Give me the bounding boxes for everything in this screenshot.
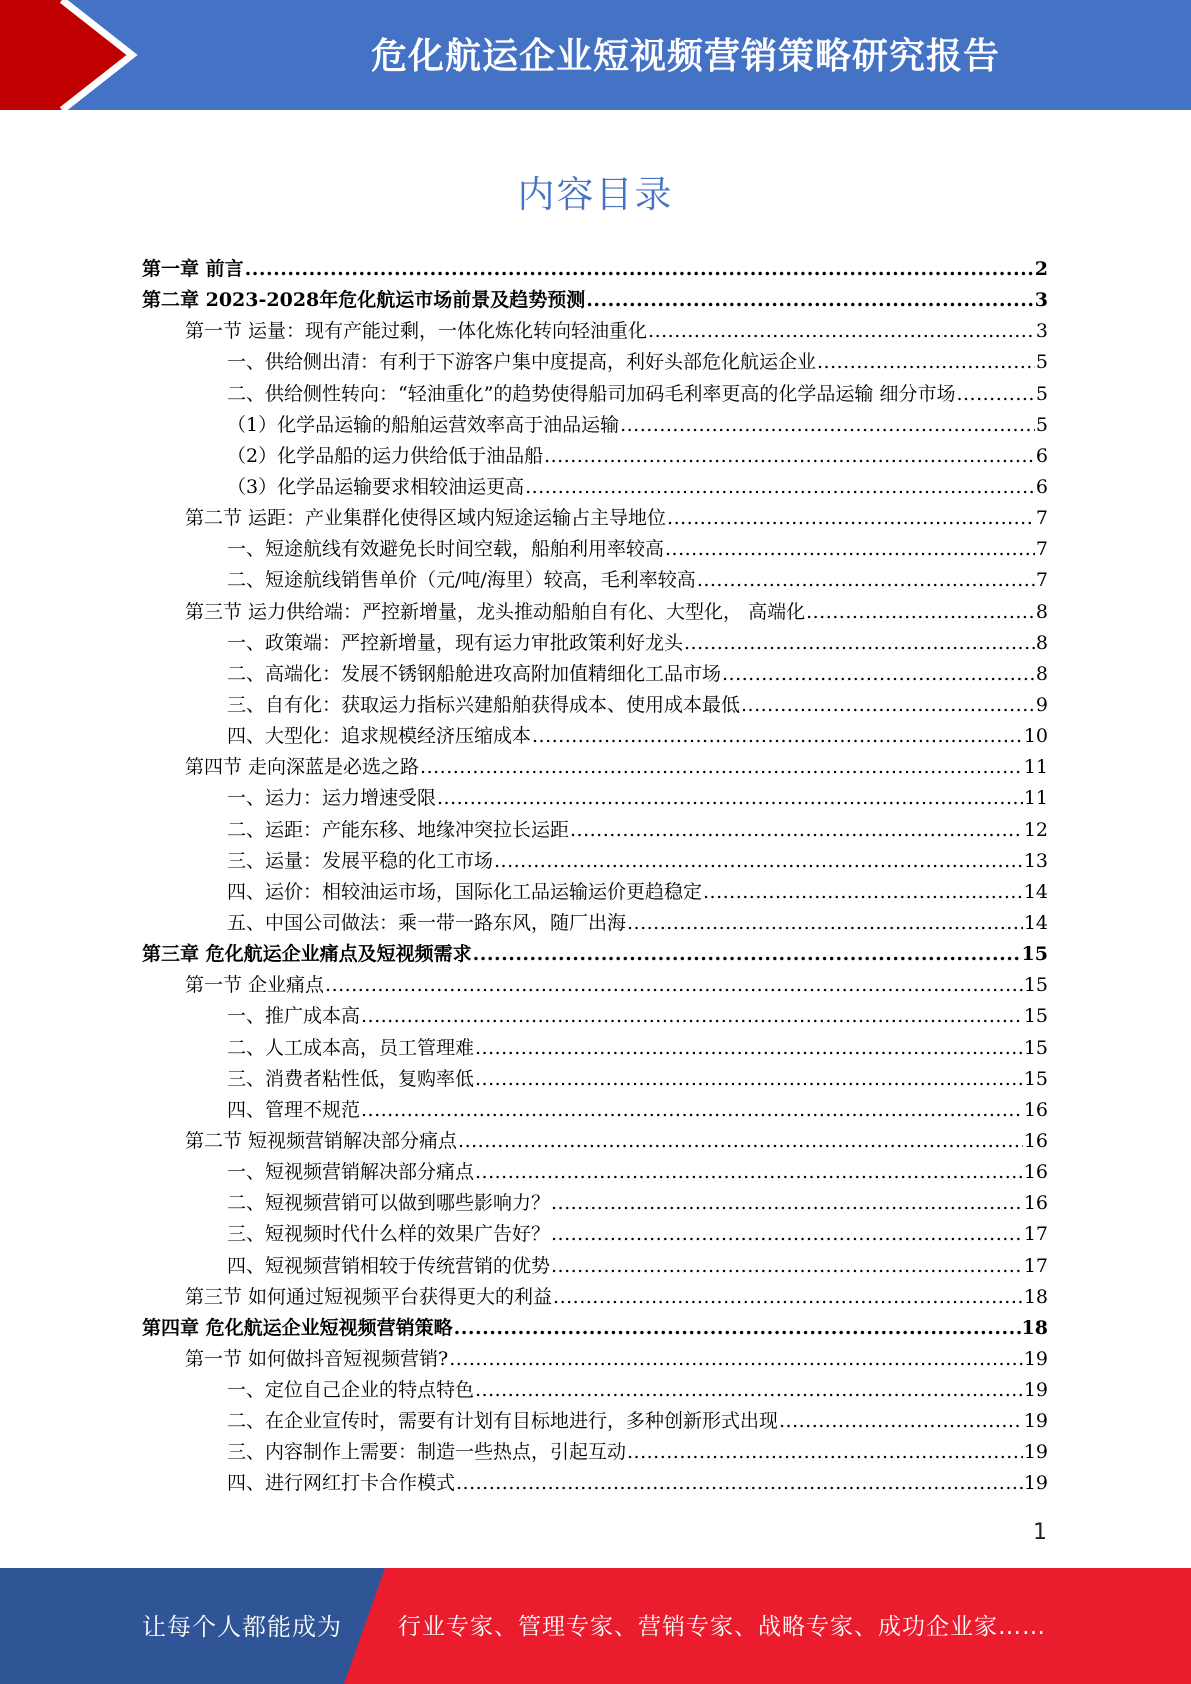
- toc-subsection-entry[interactable]: [142, 1157, 1048, 1188]
- toc-entry-title: 第一节 如何做抖音短视频营销?: [185, 1347, 449, 1370]
- toc-dot-leader: [648, 316, 1035, 347]
- toc-dot-leader: [544, 441, 1035, 472]
- toc-chapter-entry[interactable]: [142, 285, 1048, 316]
- toc-dot-leader: [325, 970, 1023, 1001]
- footer-slogan-left: 让每个人都能成为: [142, 1613, 342, 1641]
- toc-dot-leader: [627, 908, 1023, 939]
- toc-subsection-entry[interactable]: [142, 628, 1048, 659]
- toc-dot-leader: [553, 1282, 1023, 1313]
- toc-entry-title: 第一章 前言: [142, 258, 244, 280]
- toc-dot-leader: [420, 752, 1023, 783]
- toc-subsection-entry[interactable]: [142, 1188, 1048, 1219]
- toc-entry-title: 三、运量：发展平稳的化工市场: [227, 849, 494, 872]
- toc-entry-title: 一、政策端：严控新增量，现有运力审批政策利好龙头: [227, 631, 684, 654]
- toc-dot-leader: [494, 846, 1023, 877]
- toc-entry-title: 二、运距：产能东移、地缘冲突拉长运距: [227, 818, 570, 841]
- toc-entry-page: 18: [1021, 1316, 1048, 1339]
- toc-section-entry[interactable]: [142, 752, 1048, 783]
- toc-entry-page: 13: [1023, 849, 1048, 872]
- toc-entry-title: 四、运价：相较油运市场，国际化工品运输运价更趋稳定: [227, 880, 703, 903]
- toc-subsection-entry[interactable]: [142, 877, 1048, 908]
- toc-subsection-entry[interactable]: [142, 379, 1048, 410]
- toc-entry-page: 5: [1035, 413, 1048, 436]
- page-footer: [0, 1568, 1191, 1684]
- toc-entry-title: 第三节 如何通过短视频平台获得更大的利益: [185, 1285, 553, 1308]
- toc-subsection-entry[interactable]: [142, 1468, 1048, 1499]
- toc-chapter-entry[interactable]: [142, 939, 1048, 970]
- toc-entry-page: 15: [1023, 974, 1048, 997]
- toc-dot-leader: [551, 1251, 1023, 1282]
- toc-entry-page: 16: [1023, 1161, 1048, 1184]
- toc-dot-leader: [532, 721, 1023, 752]
- toc-dot-leader: [525, 472, 1035, 503]
- toc-entry-page: 19: [1023, 1347, 1048, 1370]
- toc-dot-leader: [475, 1375, 1023, 1406]
- toc-entry-title: 二、人工成本高，员工管理难: [227, 1036, 475, 1059]
- toc-subsection-entry[interactable]: [142, 1033, 1048, 1064]
- toc-entry-page: 7: [1035, 569, 1048, 592]
- toc-entry-page: 6: [1035, 444, 1048, 467]
- toc-entry-page: 9: [1035, 693, 1048, 716]
- toc-entry-page: 16: [1023, 1098, 1048, 1121]
- toc-dot-leader: [456, 1468, 1023, 1499]
- toc-dot-leader: [722, 659, 1035, 690]
- toc-entry-page: 17: [1023, 1223, 1048, 1246]
- toc-entry-page: 15: [1023, 1005, 1048, 1028]
- toc-dot-leader: [703, 877, 1023, 908]
- toc-subsection-entry[interactable]: [142, 565, 1048, 596]
- toc-dot-leader: [620, 410, 1035, 441]
- toc-heading: 内容目录: [517, 173, 674, 216]
- toc-entry-page: 5: [1035, 382, 1048, 405]
- toc-subsection-entry[interactable]: [142, 534, 1048, 565]
- toc-dot-leader: [245, 254, 1034, 285]
- toc-entry-title: 三、消费者粘性低，复购率低: [227, 1067, 475, 1090]
- toc-entry-title: 三、短视频时代什么样的效果广告好？: [227, 1223, 551, 1246]
- toc-entry-page: 15: [1023, 1067, 1048, 1090]
- toc-entry-title: （2）化学品船的运力供给低于油品船: [227, 444, 544, 467]
- toc-entry-page: 7: [1035, 507, 1048, 530]
- toc-entry-title: 第二章 2023-2028年危化航运市场前景及趋势预测: [142, 289, 586, 312]
- toc-entry-title: 四、管理不规范: [227, 1098, 361, 1121]
- toc-subsection-entry[interactable]: [142, 472, 1048, 503]
- toc-entry-page: 16: [1023, 1192, 1048, 1215]
- toc-entry-page: 15: [1021, 943, 1048, 966]
- toc-entry-page: 11: [1023, 787, 1048, 810]
- toc-subsection-entry[interactable]: [142, 1001, 1048, 1032]
- toc-entry-title: （1）化学品运输的船舶运营效率高于油品运输: [227, 413, 620, 436]
- toc-entry-title: 三、内容制作上需要：制造一些热点，引起互动: [227, 1441, 627, 1464]
- toc-subsection-entry[interactable]: [142, 1437, 1048, 1468]
- toc-entry-title: 第二节 短视频营销解决部分痛点: [185, 1129, 458, 1152]
- toc-dot-leader: [458, 1126, 1023, 1157]
- toc-subsection-entry[interactable]: [142, 410, 1048, 441]
- toc-entry-title: 二、在企业宣传时，需要有计划有目标地进行，多种创新形式出现: [227, 1410, 779, 1433]
- toc-entry-title: 第一节 企业痛点: [185, 974, 325, 997]
- page-number: 1: [1033, 1520, 1047, 1545]
- toc-entry-page: 10: [1023, 725, 1048, 748]
- toc-subsection-entry[interactable]: [142, 783, 1048, 814]
- toc-entry-title: （3）化学品运输要求相较油运更高: [227, 475, 525, 498]
- toc-subsection-entry[interactable]: [142, 815, 1048, 846]
- toc-section-entry[interactable]: [142, 970, 1048, 1001]
- report-title: 危化航运企业短视频营销策略研究报告: [370, 36, 1000, 77]
- toc-entry-page: 12: [1023, 818, 1048, 841]
- toc-dot-leader: [361, 1001, 1023, 1032]
- page-header: [0, 0, 1191, 110]
- toc-dot-leader: [570, 815, 1023, 846]
- toc-dot-leader: [586, 285, 1034, 316]
- toc-entry-title: 第三章 危化航运企业痛点及短视频需求: [142, 943, 472, 966]
- toc-dot-leader: [627, 1437, 1023, 1468]
- toc-entry-title: 第三节 运力供给端：严控新增量，龙头推动船舶自有化、大型化， 高端化: [185, 600, 806, 623]
- toc-dot-leader: [551, 1188, 1023, 1219]
- toc-entry-title: 第一节 运量：现有产能过剩，一体化炼化转向轻油重化: [185, 320, 648, 343]
- toc-dot-leader: [437, 783, 1023, 814]
- toc-dot-leader: [473, 939, 1021, 970]
- toc-entry-title: 第四节 走向深蓝是必选之路: [185, 756, 420, 779]
- toc-dot-leader: [475, 1064, 1023, 1095]
- toc-entry-page: 17: [1023, 1254, 1048, 1277]
- toc-section-entry[interactable]: [142, 1282, 1048, 1313]
- toc-dot-leader: [956, 379, 1034, 410]
- toc-entry-page: 14: [1023, 880, 1048, 903]
- toc-subsection-entry[interactable]: [142, 1095, 1048, 1126]
- toc-entry-page: 19: [1023, 1441, 1048, 1464]
- toc-entry-title: 第二节 运距：产业集群化使得区域内短途运输占主导地位: [185, 507, 667, 530]
- toc-entry-title: 四、短视频营销相较于传统营销的优势: [227, 1254, 551, 1277]
- toc-entry-title: 一、短途航线有效避免长时间空载，船舶利用率较高: [227, 538, 665, 561]
- toc-section-entry[interactable]: [142, 1344, 1048, 1375]
- toc-entry-title: 第四章 危化航运企业短视频营销策略: [142, 1316, 453, 1339]
- toc-entry-page: 19: [1023, 1410, 1048, 1433]
- toc-entry-page: 6: [1035, 475, 1048, 498]
- toc-entry-page: 18: [1023, 1285, 1048, 1308]
- toc-entry-page: 3: [1034, 289, 1048, 312]
- toc-subsection-entry[interactable]: [142, 1406, 1048, 1437]
- toc-entry-title: 一、短视频营销解决部分痛点: [227, 1161, 475, 1184]
- toc-section-entry[interactable]: [142, 597, 1048, 628]
- toc-entry-page: 19: [1023, 1472, 1048, 1495]
- toc-dot-leader: [551, 1219, 1023, 1250]
- toc-subsection-entry[interactable]: [142, 908, 1048, 939]
- toc-entry-page: 5: [1035, 351, 1048, 374]
- toc-dot-leader: [454, 1313, 1021, 1344]
- toc-dot-leader: [697, 565, 1035, 596]
- toc-entry-page: 3: [1035, 320, 1048, 343]
- toc-chapter-entry[interactable]: [142, 1313, 1048, 1344]
- toc-entry-page: 15: [1023, 1036, 1048, 1059]
- toc-dot-leader: [779, 1406, 1023, 1437]
- toc-subsection-entry[interactable]: [142, 347, 1048, 378]
- toc-subsection-entry[interactable]: [142, 1375, 1048, 1406]
- toc-entry-title: 一、推广成本高: [227, 1005, 361, 1028]
- toc-dot-leader: [741, 690, 1035, 721]
- toc-entry-title: 一、供给侧出清：有利于下游客户集中度提高，利好头部危化航运企业: [227, 351, 817, 374]
- toc-dot-leader: [475, 1033, 1023, 1064]
- toc-entry-title: 二、短视频营销可以做到哪些影响力？: [227, 1192, 551, 1215]
- toc-subsection-entry[interactable]: [142, 721, 1048, 752]
- toc-entry-page: 8: [1035, 662, 1048, 685]
- toc-entry-title: 五、中国公司做法：乘一带一路东风，随厂出海: [227, 911, 627, 934]
- toc-entry-page: 8: [1035, 631, 1048, 654]
- toc-entry-title: 二、短途航线销售单价（元/吨/海里）较高，毛利率较高: [227, 569, 696, 592]
- toc-dot-leader: [665, 534, 1035, 565]
- toc-dot-leader: [475, 1157, 1023, 1188]
- toc-entry-page: 2: [1034, 258, 1048, 280]
- toc-entry-title: 二、高端化：发展不锈钢船舱进攻高附加值精细化工品市场: [227, 662, 722, 685]
- toc-entry-title: 四、大型化：追求规模经济压缩成本: [227, 725, 532, 748]
- toc-dot-leader: [806, 597, 1035, 628]
- toc-entry-page: 11: [1023, 756, 1048, 779]
- toc-dot-leader: [684, 628, 1035, 659]
- toc-subsection-entry[interactable]: [142, 1064, 1048, 1095]
- toc-dot-leader: [667, 503, 1035, 534]
- toc-section-entry[interactable]: [142, 316, 1048, 347]
- toc-entry-title: 一、定位自己企业的特点特色: [227, 1379, 475, 1402]
- toc-entry-title: 三、自有化：获取运力指标兴建船舶获得成本、使用成本最低: [227, 693, 741, 716]
- toc-entry-page: 14: [1023, 911, 1048, 934]
- toc-chapter-entry[interactable]: [142, 254, 1048, 285]
- toc-subsection-entry[interactable]: [142, 659, 1048, 690]
- toc-entry-page: 16: [1023, 1129, 1048, 1152]
- footer-slogan-right: 行业专家、管理专家、营销专家、战略专家、成功企业家……: [398, 1614, 1046, 1640]
- toc-list: [142, 254, 1048, 1500]
- toc-dot-leader: [361, 1095, 1023, 1126]
- toc-dot-leader: [449, 1344, 1023, 1375]
- toc-entry-page: 8: [1035, 600, 1048, 623]
- toc-subsection-entry[interactable]: [142, 1219, 1048, 1250]
- toc-entry-title: 一、运力：运力增速受限: [227, 787, 437, 810]
- toc-subsection-entry[interactable]: [142, 690, 1048, 721]
- toc-subsection-entry[interactable]: [142, 441, 1048, 472]
- toc-entry-title: 二、供给侧性转向：“轻油重化”的趋势使得船司加码毛利率更高的化学品运输 细分市场: [227, 382, 956, 405]
- toc-subsection-entry[interactable]: [142, 846, 1048, 877]
- chevron-arrow-icon: [0, 0, 160, 110]
- toc-entry-page: 19: [1023, 1379, 1048, 1402]
- toc-entry-title: 四、进行网红打卡合作模式: [227, 1472, 456, 1495]
- toc-section-entry[interactable]: [142, 503, 1048, 534]
- toc-subsection-entry[interactable]: [142, 1251, 1048, 1282]
- toc-dot-leader: [817, 347, 1035, 378]
- toc-entry-page: 7: [1035, 538, 1048, 561]
- toc-section-entry[interactable]: [142, 1126, 1048, 1157]
